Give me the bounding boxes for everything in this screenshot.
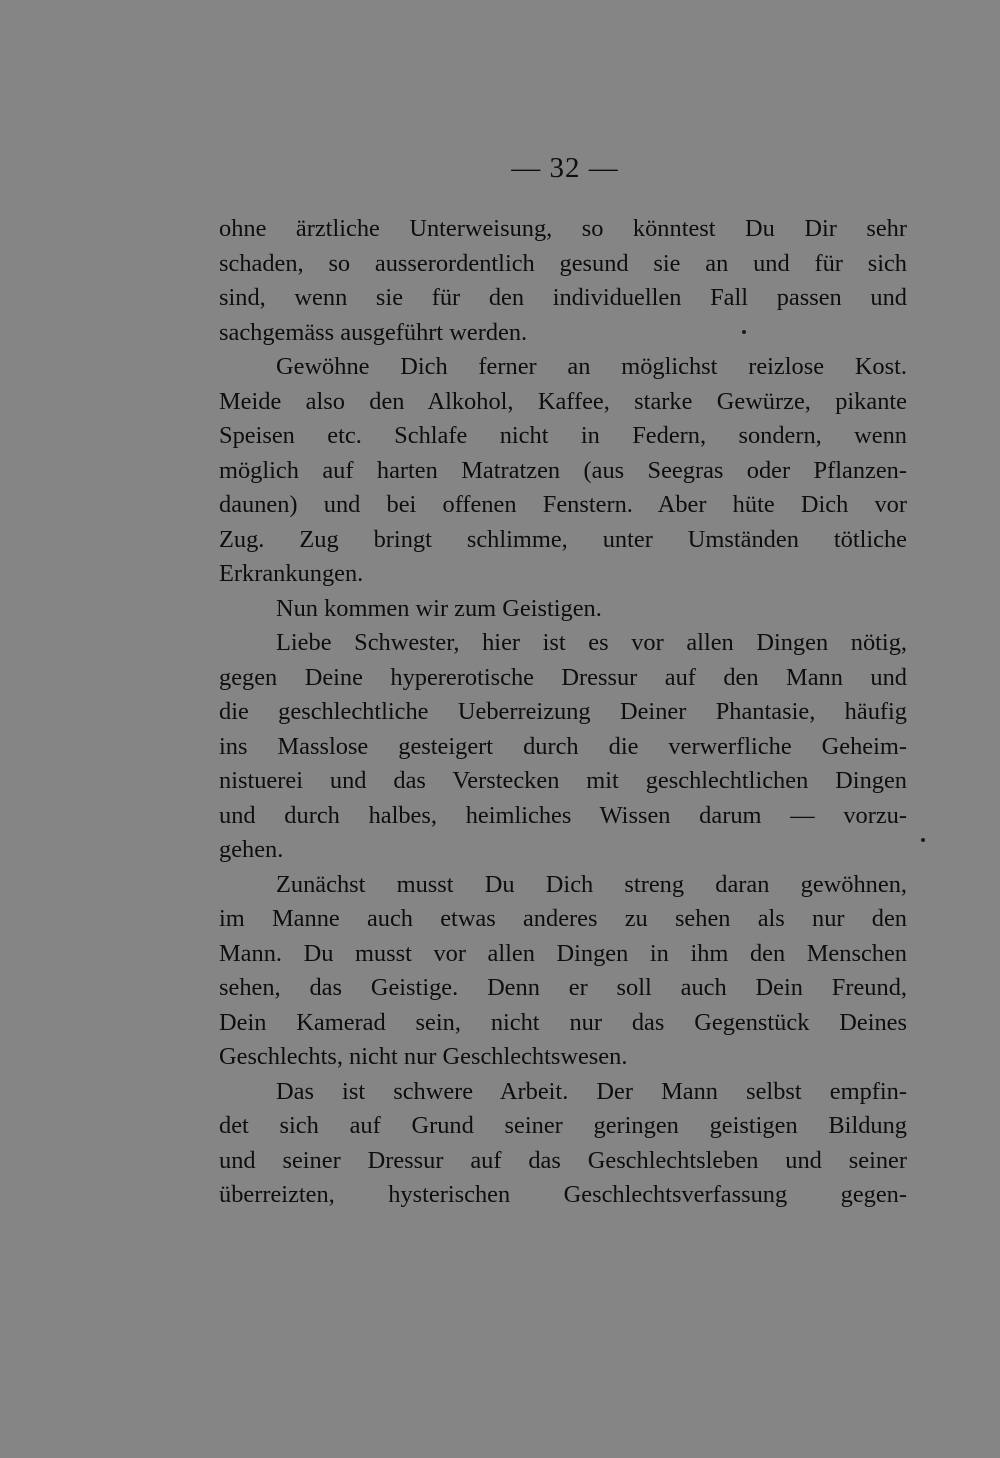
- text-line: Zunächst musst Du Dich streng daran gewöhnen,: [276, 870, 907, 898]
- text-line: Das ist schwere Arbeit. Der Mann selbst empfin-: [276, 1077, 907, 1105]
- text-line: nistuerei und das Verstecken mit geschlechtlichen Dingen: [219, 767, 907, 794]
- text-line: und durch halbes, heimliches Wissen darum — vorzu-: [219, 801, 907, 829]
- text-line: gehen.: [219, 836, 284, 863]
- text-line: Dein Kamerad sein, nicht nur das Gegenstück Deines: [219, 1008, 907, 1036]
- text-line: Speisen etc. Schlafe nicht in Federn, sondern, wenn: [219, 422, 907, 449]
- text-line: Mann. Du musst vor allen Dingen in ihm den Menschen: [219, 939, 907, 967]
- text-line: ohne ärztliche Unterweisung, so könntest Du Dir sehr: [219, 215, 907, 242]
- text-line: möglich auf harten Matratzen (aus Seegras oder Pflanzen-: [219, 456, 907, 484]
- text-line: schaden, so ausserordentlich gesund sie an und für sich: [219, 249, 907, 277]
- ink-speck: [742, 330, 746, 334]
- text-line: ins Masslose gesteigert durch die verwerfliche Geheim-: [219, 732, 907, 760]
- text-line: Nun kommen wir zum Geistigen.: [276, 594, 602, 622]
- text-line: Meide also den Alkohol, Kaffee, starke Gewürze, pikante: [219, 387, 907, 415]
- text-line: gegen Deine hypererotische Dressur auf den Mann und: [219, 663, 907, 691]
- text-line: sachgemäss ausgeführt werden.: [219, 318, 528, 346]
- text-line: det sich auf Grund seiner geringen geistigen Bildung: [219, 1112, 907, 1139]
- text-line: und seiner Dressur auf das Geschlechtsleben und seiner: [219, 1146, 907, 1174]
- text-line: Liebe Schwester, hier ist es vor allen Dingen nötig,: [276, 629, 907, 656]
- text-line: Gewöhne Dich ferner an möglichst reizlose Kost.: [276, 353, 907, 380]
- text-line: Geschlechts, nicht nur Geschlechtswesen.: [219, 1043, 628, 1070]
- text-line: daunen) und bei offenen Fenstern. Aber hüte Dich vor: [219, 491, 907, 518]
- text-line: im Manne auch etwas anderes zu sehen als nur den: [219, 905, 907, 932]
- ink-speck: [921, 838, 925, 842]
- body-text: [219, 212, 907, 1213]
- text-line: Erkrankungen.: [219, 560, 364, 587]
- text-line: überreizten, hysterischen Geschlechtsverfassung gegen-: [219, 1181, 907, 1208]
- text-line: Zug. Zug bringt schlimme, unter Umständen tötliche: [219, 525, 907, 553]
- text-line: sehen, das Geistige. Denn er soll auch Dein Freund,: [219, 974, 907, 1001]
- page-number: — 32 —: [511, 152, 619, 184]
- text-line: die geschlechtliche Ueberreizung Deiner Phantasie, häufig: [219, 698, 907, 725]
- text-line: sind, wenn sie für den individuellen Fall passen und: [219, 284, 907, 311]
